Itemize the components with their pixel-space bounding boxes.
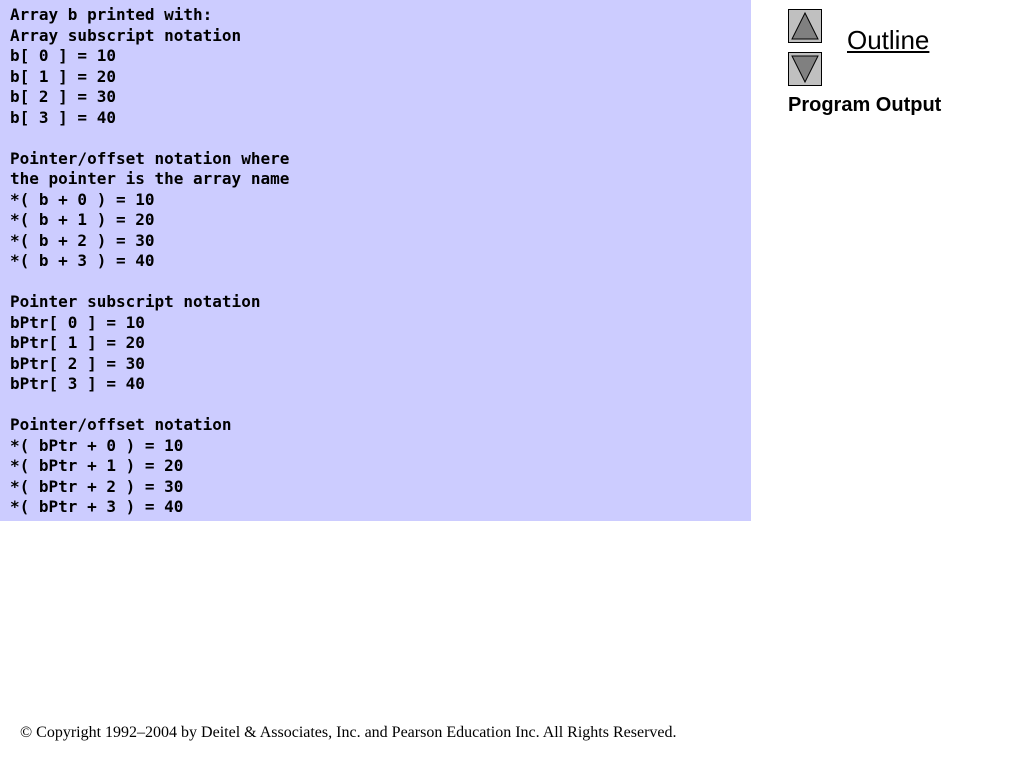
output-line: Pointer/offset notation where xyxy=(10,148,290,168)
output-line: bPtr[ 3 ] = 40 xyxy=(10,374,145,393)
output-line: bPtr[ 0 ] = 10 xyxy=(10,312,145,332)
output-line: b[ 2 ] = 30 xyxy=(10,87,116,106)
next-slide-button[interactable] xyxy=(788,52,822,86)
triangle-up-icon xyxy=(789,10,821,42)
output-line: b[ 1 ] = 20 xyxy=(10,66,116,86)
output-line: bPtr[ 1 ] = 20 xyxy=(10,333,145,352)
triangle-down-icon xyxy=(789,53,821,85)
output-line: *( b + 2 ) = 30 xyxy=(10,230,155,250)
blank-line xyxy=(10,128,751,149)
output-line: *( b + 0 ) = 10 xyxy=(10,189,155,209)
program-output-panel xyxy=(0,0,751,521)
output-line: *( bPtr + 1 ) = 20 xyxy=(10,456,184,475)
output-line: Pointer/offset notation xyxy=(10,415,232,434)
output-line: *( bPtr + 2 ) = 30 xyxy=(10,476,184,496)
output-line: *( b + 1 ) = 20 xyxy=(10,210,155,229)
output-line: b[ 0 ] = 10 xyxy=(10,46,116,65)
output-line: the pointer is the array name xyxy=(10,169,290,188)
previous-slide-button[interactable] xyxy=(788,9,822,43)
output-line: bPtr[ 2 ] = 30 xyxy=(10,353,145,373)
output-line: Array subscript notation xyxy=(10,25,242,45)
blank-line xyxy=(10,395,751,416)
output-line: b[ 3 ] = 40 xyxy=(10,107,116,127)
outline-link[interactable]: Outline xyxy=(847,25,930,55)
output-line: *( bPtr + 0 ) = 10 xyxy=(10,435,184,455)
program-output-lines xyxy=(10,5,751,518)
output-line: Pointer subscript notation xyxy=(10,292,261,311)
output-line: Array b printed with: xyxy=(10,5,213,24)
output-line: *( b + 3 ) = 40 xyxy=(10,251,155,270)
section-label: Program Output xyxy=(788,94,942,116)
output-line: *( bPtr + 3 ) = 40 xyxy=(10,497,184,516)
copyright-notice: © Copyright 1992–2004 by Deitel & Associates, Inc. and Pearson Education Inc. All Rights Reserved. xyxy=(20,724,677,741)
blank-line xyxy=(10,272,751,293)
